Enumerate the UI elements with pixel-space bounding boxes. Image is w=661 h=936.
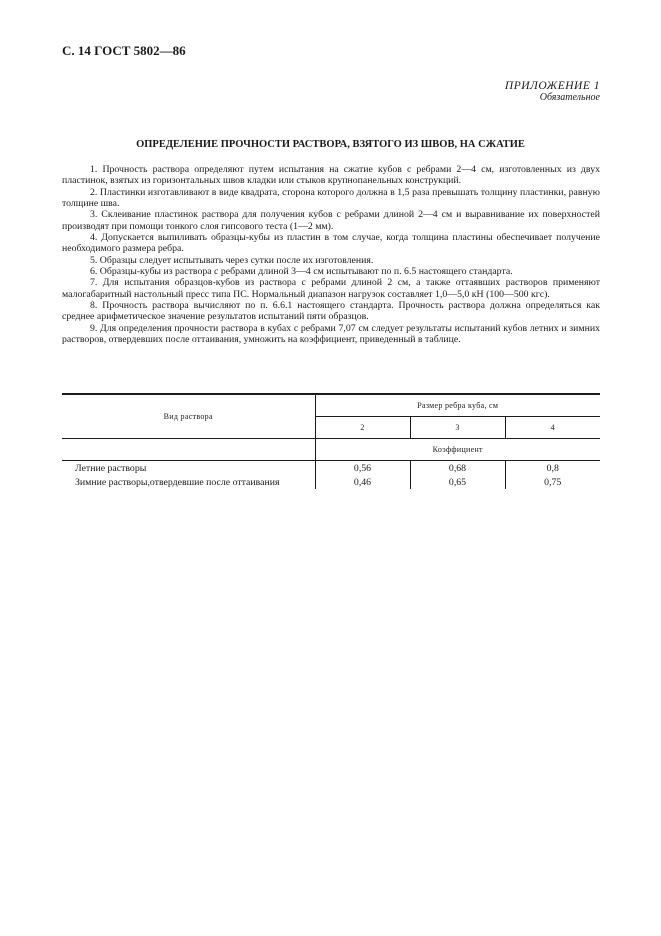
header-coef-cell: Коэффициент xyxy=(315,439,600,461)
paragraph-1: 1. Прочность раствора определяют путем испытания на сжатие кубов с ребрами 2—4 см, изготовленных из двух пластинок, взятых из горизонтальных швов кладки или стыков крупнопанельных конструкций. xyxy=(62,164,600,187)
paragraph-8: 8. Прочность раствора вычисляют по п. 6.6.1 настоящего стандарта. Прочность раствора должна определяться как среднее арифметическое значение результатов испытаний пяти образцов. xyxy=(62,300,600,323)
appendix-label: ПРИЛОЖЕНИЕ 1 xyxy=(504,80,600,92)
header-size-cell: Размер ребра куба, см xyxy=(315,394,600,417)
row-value: 0,46 xyxy=(315,475,410,489)
row-value: 0,8 xyxy=(505,461,600,476)
row-value: 0,68 xyxy=(410,461,505,476)
header-empty-cell xyxy=(62,439,315,461)
row-value: 0,56 xyxy=(315,461,410,476)
paragraph-9: 9. Для определения прочности раствора в кубах с ребрами 7,07 см следует результаты испытаний кубов летних и зимних растворов, отвердевших после оттаивания, умножить на коэффициент, приведенный в таблице. xyxy=(62,322,600,346)
paragraph-2: 2. Пластинки изготавливают в виде квадрата, сторона которого должна в 1,5 раза превышать толщину пластинки, равную толщине шва. xyxy=(62,186,600,210)
paragraph-7: 7. Для испытания образцов-кубов из раствора с ребрами длиной 2 см, а также оттаявших растворов применяют малогабаритный настольный пресс типа ПС. Нормальный диапазон нагрузок составляет 1,0—5,0 кН (100—500 кгс). xyxy=(62,277,600,300)
row-name: Зимние растворы,отвердевшие после оттаивания xyxy=(75,476,280,488)
header-size-2: 2 xyxy=(315,417,410,439)
header-size-4: 4 xyxy=(505,417,600,439)
document-title: ОПРЕДЕЛЕНИЕ ПРОЧНОСТИ РАСТВОРА, ВЗЯТОГО ИЗ ШВОВ, НА СЖАТИЕ xyxy=(136,139,525,150)
paragraph-6: 6. Образцы-кубы из раствора с ребрами длиной 3—4 см испытывают по п. 6.5 настоящего стандарта. xyxy=(90,266,513,278)
table-row xyxy=(62,461,600,476)
paragraph-5: 5. Образцы следует испытывать через сутки после их изготовления. xyxy=(90,254,374,266)
paragraph-3: 3. Склеивание пластинок раствора для получения кубов с ребрами длиной 2—4 см и выравнивание их поверхностей производят при помощи тонкого слоя гипсового теста (1—2 мм). xyxy=(62,209,600,232)
header-type-cell: Вид раствора xyxy=(62,394,315,439)
row-value: 0,65 xyxy=(410,475,505,489)
row-name: Летние растворы xyxy=(75,462,147,474)
body-text xyxy=(62,164,600,346)
coefficient-table xyxy=(62,393,600,489)
appendix-block xyxy=(505,80,600,104)
page-header: С. 14 ГОСТ 5802—86 xyxy=(62,43,186,58)
table-row xyxy=(62,475,600,489)
row-value: 0,75 xyxy=(505,475,600,489)
appendix-status: Обязательное xyxy=(539,92,600,103)
paragraph-4: 4. Допускается выпиливать образцы-кубы из пластин в том случае, когда толщина пластины обеспечивает получение необходимого размера ребра. xyxy=(62,232,600,255)
header-size-3: 3 xyxy=(410,417,505,439)
